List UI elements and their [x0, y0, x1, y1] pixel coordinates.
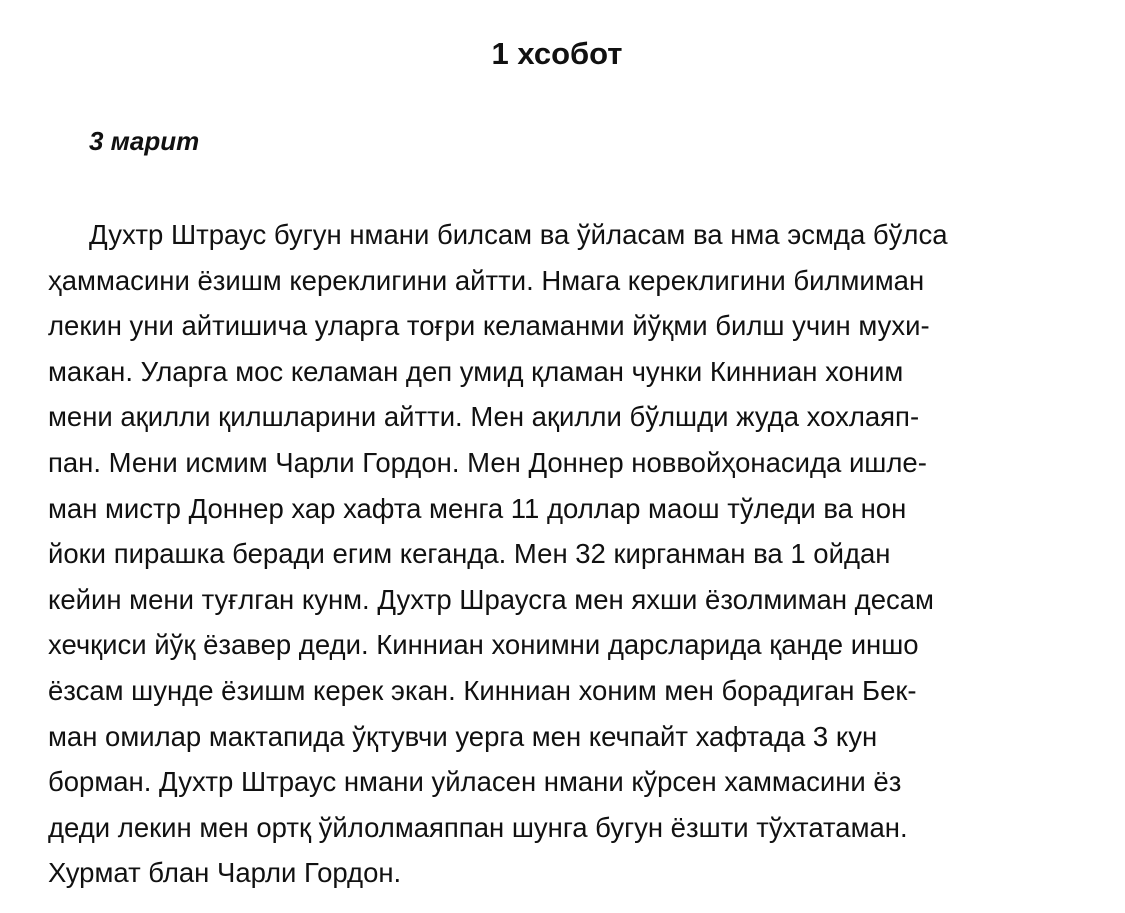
body-line: пан. Мени исмим Чарли Гордон. Мен Доннер новвойҳонасида ишле- [48, 446, 927, 478]
body-line: мени ақилли қилшларини айтти. Мен ақилли бўлшди жуда хохлаяп- [48, 401, 920, 433]
body-line: ман омилар мактапида ўқтувчи уерга мен кечпайт хафтада 3 кун [48, 720, 878, 752]
body-line: ёзсам шунде ёзишм керек экан. Кинниан хоним мен борадиган Бек- [48, 674, 917, 706]
report-date: 3 марит [89, 126, 200, 156]
body-line: ҳаммасини ёзишм кереклигини айтти. Нмага кереклигини билмиман [48, 264, 925, 296]
body-line: йоки пирашка беради егим кеганда. Мен 32 кирганман ва 1 ойдан [48, 538, 891, 570]
body-line: макан. Уларга мос келаман деп умид қламан чунки Кинниан хоним [48, 355, 904, 387]
report-body [48, 212, 1078, 896]
body-line: кейин мени туғлган кунм. Духтр Шраусга мен яхши ёзолмиман десам [48, 583, 934, 615]
body-line: деди лекин мен ортқ ўйлолмаяппан шунга бугун ёзшти тўхтатаман. [48, 811, 908, 843]
body-line: Духтр Штраус бугун нмани билсам ва ўйласам ва нма эсмда бўлса [89, 219, 948, 250]
report-title: 1 хсобот [491, 36, 623, 71]
body-line: хечқиси йўқ ёзавер деди. Кинниан хонимни дарсларида қанде иншо [48, 629, 919, 661]
body-line-signature: Хурмат блан Чарли Гордон. [48, 857, 402, 889]
body-line: лекин уни айтишича уларга тоғри келаманми йўқми билш учин мухи- [48, 310, 930, 342]
body-line: ман мистр Доннер хар хафта менга 11 доллар маош тўледи ва нон [48, 492, 907, 524]
body-line: борман. Духтр Штраус нмани уйласен нмани кўрсен хаммасини ёз [48, 766, 902, 798]
